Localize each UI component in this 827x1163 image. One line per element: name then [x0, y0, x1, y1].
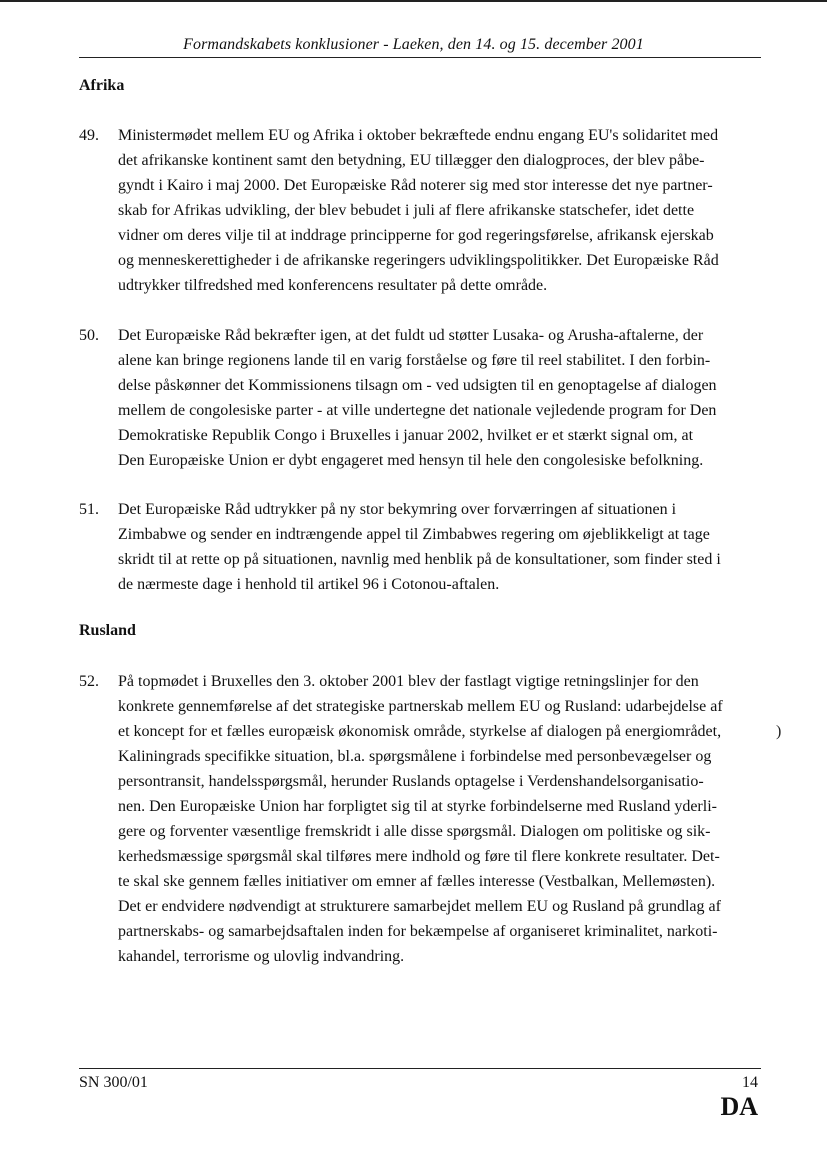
section-heading-afrika: Afrika: [79, 77, 125, 94]
paragraph-50: [79, 323, 764, 473]
document-code: SN 300/01: [79, 1074, 148, 1091]
text-line: delse påskønner det Kommissionens tilsagn om - ved udsigten til en genoptagelse af dialogen: [118, 377, 717, 394]
paragraph-text: [118, 669, 764, 969]
text-line: mellem de congolesiske parter - at ville undertegne det nationale vejledende program for Den: [118, 402, 717, 419]
text-line: Det Europæiske Råd bekræfter igen, at det fuldt ud støtter Lusaka- og Arusha-aftalerne, der: [118, 327, 704, 344]
header-rule: [79, 57, 761, 58]
paragraph-number: 49.: [79, 127, 99, 144]
paragraph-number: 51.: [79, 501, 99, 518]
text-line: Den Europæiske Union er dybt engageret med hensyn til hele den congolesiske befolkning.: [118, 452, 704, 469]
text-line: kerhedsmæssige spørgsmål skal tilføres mere indhold og føre til flere konkrete resultater. Det-: [118, 848, 720, 865]
text-line: det afrikanske kontinent samt den betydning, EU tillægger den dialogproces, der blev påbe-: [118, 152, 705, 169]
language-code: DA: [720, 1092, 758, 1121]
text-line: de nærmeste dage i henhold til artikel 96 i Cotonou-aftalen.: [118, 576, 500, 593]
paragraph-number: 52.: [79, 673, 99, 690]
paragraph-51: [79, 497, 764, 597]
paragraph-52: [79, 669, 764, 969]
text-line: et koncept for et fælles europæisk økonomisk område, styrkelse af dialogen på energiområdet,: [118, 723, 722, 740]
paragraph-text: [118, 323, 764, 473]
text-line: Zimbabwe og sender en indtrængende appel til Zimbabwes regering om øjeblikkeligt at tage: [118, 526, 710, 543]
top-border: [0, 0, 827, 2]
text-line: gyndt i Kairo i maj 2000. Det Europæiske Råd noterer sig med stor interesse det nye partner-: [118, 177, 713, 194]
text-line: Kaliningrads specifikke situation, bl.a. spørgsmålene i forbindelse med personbevægelser og: [118, 748, 712, 765]
text-line: Det er endvidere nødvendigt at strukturere samarbejdet mellem EU og Rusland på grundlag af: [118, 898, 721, 915]
text-line: kahandel, terrorisme og ulovlig indvandring.: [118, 948, 405, 965]
text-line: konkrete gennemførelse af det strategiske partnerskab mellem EU og Rusland: udarbejdelse af: [118, 698, 723, 715]
text-line: skab for Afrikas udvikling, der blev bebudet i juli af flere afrikanske statschefer, idet dette: [118, 202, 695, 219]
paragraph-text: [118, 123, 764, 298]
text-line: Ministermødet mellem EU og Afrika i oktober bekræftede endnu engang EU's solidaritet med: [118, 127, 719, 144]
text-line: nen. Den Europæiske Union har forpligtet sig til at styrke forbindelserne med Rusland yderli-: [118, 798, 717, 815]
text-line: På topmødet i Bruxelles den 3. oktober 2001 blev der fastlagt vigtige retningslinjer for den: [118, 673, 699, 690]
text-line: skridt til at rette op på situationen, navnlig med henblik på de konsultationer, som finder sted i: [118, 551, 721, 568]
margin-mark: ): [776, 723, 782, 740]
text-line: Det Europæiske Råd udtrykker på ny stor bekymring over forværringen af situationen i: [118, 501, 677, 518]
paragraph-49: [79, 123, 764, 298]
text-line: alene kan bringe regionens lande til en varig forståelse og føre til reel stabilitet. I den forbin-: [118, 352, 711, 369]
text-line: persontransit, handelsspørgsmål, herunder Ruslands optagelse i Verdenshandelsorganisatio-: [118, 773, 704, 790]
paragraph-text: [118, 497, 764, 597]
section-heading-rusland: Rusland: [79, 622, 136, 639]
text-line: og menneskerettigheder i de afrikanske regeringers udviklingspolitikker. Det Europæiske Råd: [118, 252, 719, 269]
text-line: vidner om deres vilje til at inddrage principperne for god regeringsførelse, afrikansk ejerskab: [118, 227, 714, 244]
running-header: Formandskabets konklusioner - Laeken, den 14. og 15. december 2001: [183, 36, 644, 53]
text-line: partnerskabs- og samarbejdsaftalen inden for bekæmpelse af organiseret kriminalitet, narkoti-: [118, 923, 718, 940]
text-line: te skal ske gennem fælles initiativer om emner af fælles interesse (Vestbalkan, Mellemøsten).: [118, 873, 716, 890]
text-line: Demokratiske Republik Congo i Bruxelles i januar 2002, hvilket er et stærkt signal om, at: [118, 427, 694, 444]
paragraph-number: 50.: [79, 327, 99, 344]
text-line: gere og forventer væsentlige fremskridt i alle disse spørgsmål. Dialogen om politiske og sik-: [118, 823, 711, 840]
footer-rule: [79, 1068, 761, 1069]
text-line: udtrykker tilfredshed med konferencens resultater på dette område.: [118, 277, 548, 294]
page-number: 14: [742, 1074, 758, 1091]
